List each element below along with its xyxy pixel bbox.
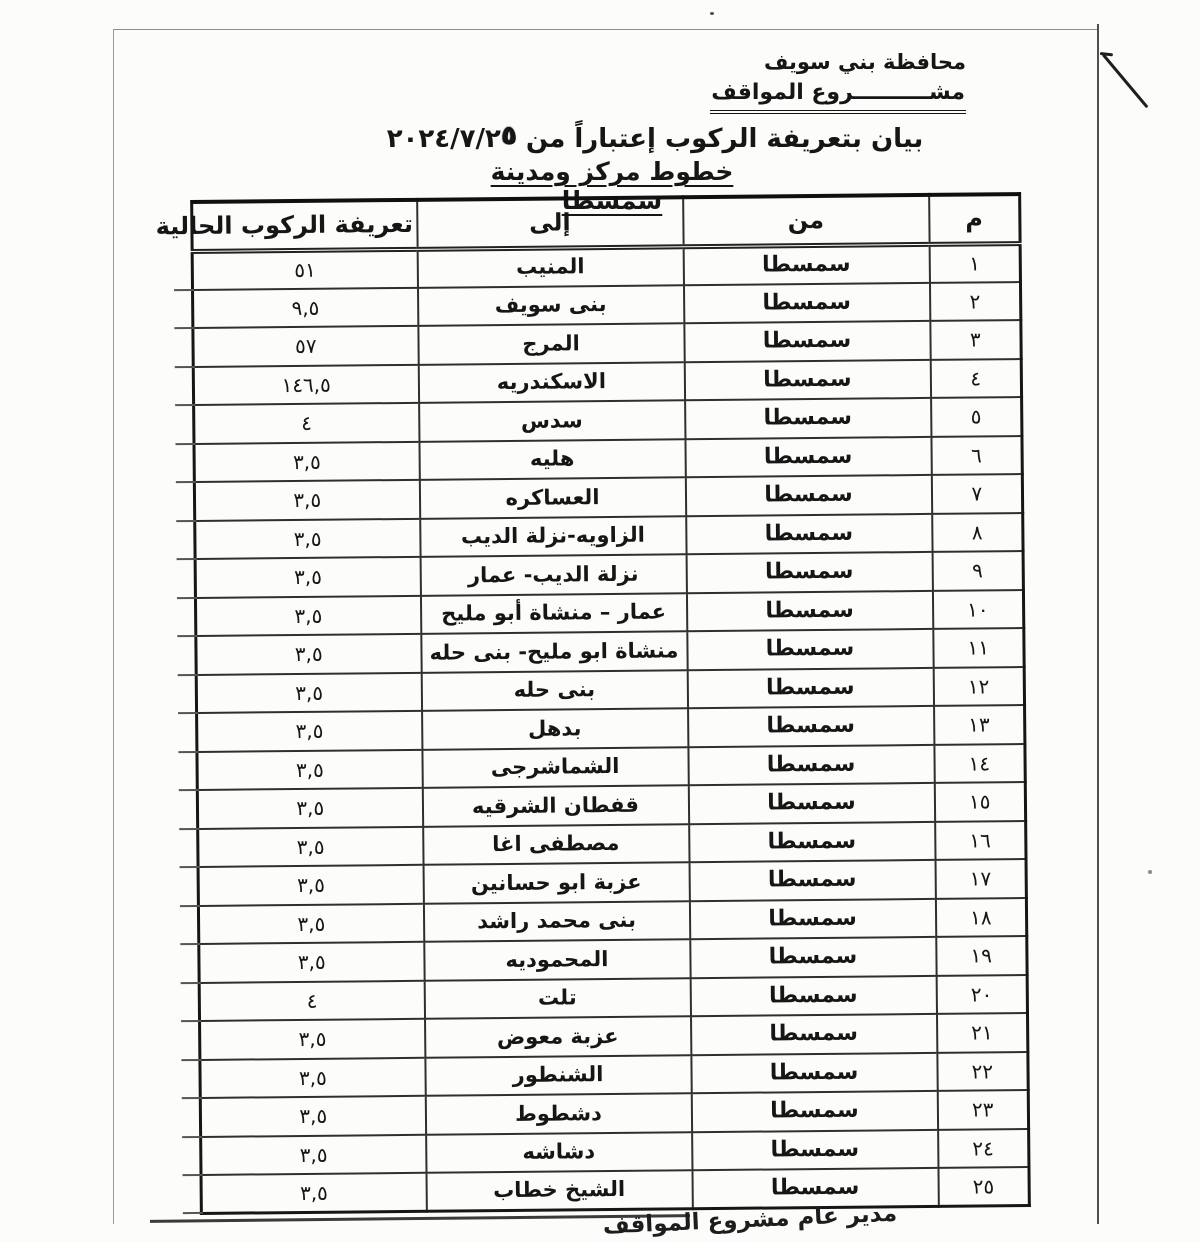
cell-to: نزلة الديب- عمار: [420, 554, 686, 595]
cell-to: الشنطور: [425, 1055, 691, 1096]
cell-to: عزبة ابو حسانين: [423, 862, 689, 903]
cell-fare: ٣,٥: [194, 480, 419, 521]
cell-to: المحموديه: [424, 939, 690, 980]
effective-date: ٢٠٢٤/٧/٢٥: [386, 121, 517, 154]
cell-index: ١٧: [935, 859, 1026, 898]
cell-from: سمسطا: [688, 744, 934, 785]
pen-mark-icon: [1102, 54, 1149, 109]
cell-index: ١٣: [934, 705, 1025, 744]
cell-to: دشطوط: [425, 1093, 691, 1134]
cell-index: ١٨: [935, 898, 1026, 937]
cell-to: دشاشه: [426, 1132, 692, 1173]
cell-to: بنى محمد راشد: [423, 901, 689, 942]
cell-to: بنى حله: [421, 670, 687, 711]
cell-index: ١٩: [936, 936, 1027, 975]
cell-from: سمسطا: [691, 1052, 937, 1093]
cell-index: ٢٢: [937, 1052, 1028, 1091]
cell-from: سمسطا: [683, 282, 929, 323]
cell-to: عزبة معوض: [425, 1016, 691, 1057]
cell-from: سمسطا: [685, 436, 931, 477]
cell-index: ٧: [931, 474, 1022, 513]
cell-index: ٢٣: [937, 1090, 1028, 1129]
cell-index: ٨: [932, 513, 1023, 552]
cell-to: سدس: [419, 400, 685, 441]
cell-to: منشاة ابو مليح- بنى حله: [421, 631, 687, 672]
cell-index: ٥: [931, 397, 1022, 436]
cell-fare: ٣,٥: [200, 1096, 425, 1137]
cell-index: ١٢: [933, 667, 1024, 706]
cell-index: ١٤: [934, 744, 1025, 783]
header-fare: تعريفة الركوب الحالية: [192, 200, 417, 251]
cell-fare: ٣,٥: [198, 826, 423, 867]
department-name: مشــــــــــروع المواقف: [710, 78, 966, 114]
cell-from: سمسطا: [687, 667, 933, 708]
cell-to: بنى سويف: [417, 285, 683, 326]
cell-fare: ٥١: [192, 249, 417, 290]
cell-fare: ٣,٥: [199, 942, 424, 983]
cell-from: سمسطا: [685, 475, 931, 516]
cell-to: العساكره: [419, 477, 685, 518]
cell-index: ١٦: [935, 821, 1026, 860]
cell-fare: ٣,٥: [197, 749, 422, 790]
cell-fare: ٣,٥: [201, 1134, 426, 1175]
cell-from: سمسطا: [690, 975, 936, 1016]
cell-from: سمسطا: [687, 629, 933, 670]
table-header-row: [192, 194, 1020, 251]
cell-fare: ٤: [194, 403, 419, 444]
cell-fare: ٣,٥: [198, 865, 423, 906]
cell-fare: ٥٧: [193, 326, 418, 367]
cell-fare: ٣,٥: [194, 441, 419, 482]
signature-line-partial: مدير عام مشروع المواقف: [602, 1200, 898, 1240]
cell-to: الزاويه-نزلة الديب: [420, 516, 686, 557]
cell-from: سمسطا: [689, 898, 935, 939]
cell-from: سمسطا: [688, 783, 934, 824]
cell-to: بدهل: [422, 708, 688, 749]
cell-to: قفطان الشرقيه: [422, 785, 688, 826]
cell-from: سمسطا: [692, 1168, 938, 1209]
cell-index: ٣: [930, 320, 1021, 359]
date-pen-overwrite: ٥: [500, 121, 517, 151]
header-from: من: [683, 195, 929, 246]
cell-index: ١٥: [934, 782, 1025, 821]
ink-speck: [710, 12, 714, 15]
cell-to: المرج: [418, 323, 684, 364]
cell-from: سمسطا: [683, 244, 929, 285]
doc-title-text: بيان بتعريفة الركوب إعتباراً من: [525, 124, 924, 154]
cell-index: ١١: [933, 628, 1024, 667]
cell-from: سمسطا: [686, 552, 932, 593]
cell-index: ٢: [929, 282, 1020, 321]
cell-from: سمسطا: [689, 821, 935, 862]
doc-subtitle: خطوط مركز ومدينة سمسطا: [490, 157, 734, 215]
cell-index: ٢٠: [936, 975, 1027, 1014]
fare-table: [155, 192, 1031, 1215]
cell-fare: ٣,٥: [198, 903, 423, 944]
page-edge-top: [113, 29, 1098, 30]
cell-to: الشيخ خطاب: [426, 1170, 692, 1211]
cell-from: سمسطا: [688, 706, 934, 747]
header-to: إلى: [417, 197, 683, 249]
governorate-name: محافظة بني سويف: [763, 50, 966, 74]
cell-fare: ٣,٥: [197, 788, 422, 829]
cell-index: ٦: [931, 436, 1022, 475]
cell-from: سمسطا: [691, 1091, 937, 1132]
table-body: [192, 243, 1029, 1213]
cell-index: ٢١: [936, 1013, 1027, 1052]
cell-from: سمسطا: [686, 513, 932, 554]
page-edge-right: [1097, 24, 1099, 1224]
cell-to: الاسكندريه: [418, 362, 684, 403]
cell-index: ٢٥: [938, 1167, 1029, 1206]
cell-to: تلت: [424, 978, 690, 1019]
cell-fare: ٣,٥: [195, 557, 420, 598]
cell-index: ٤: [930, 359, 1021, 398]
cell-to: مصطفى اغا: [423, 824, 689, 865]
cell-to: المنيب: [417, 246, 683, 287]
cell-index: ١: [929, 243, 1020, 282]
cell-index: ٢٤: [938, 1129, 1029, 1168]
cell-fare: ٣,٥: [196, 634, 421, 675]
cell-from: سمسطا: [691, 1014, 937, 1055]
cell-from: سمسطا: [684, 359, 930, 400]
cell-index: ١٠: [932, 590, 1023, 629]
cell-to: الشماشرجى: [422, 747, 688, 788]
org-header: [710, 48, 966, 114]
cell-from: سمسطا: [684, 321, 930, 362]
ink-speck: [1148, 870, 1152, 874]
cell-fare: ٣,٥: [200, 1019, 425, 1060]
cell-fare: ٩,٥: [193, 287, 418, 328]
cell-from: سمسطا: [692, 1129, 938, 1170]
cell-fare: ٣,٥: [201, 1173, 426, 1214]
doc-title: [385, 121, 925, 154]
cell-fare: ٣,٥: [200, 1057, 425, 1098]
cell-fare: ٣,٥: [197, 711, 422, 752]
header-index: م: [929, 194, 1020, 244]
cell-to: هليه: [419, 439, 685, 480]
cell-to: عمار – منشاة أبو مليح: [420, 593, 686, 634]
cell-fare: ٣,٥: [196, 672, 421, 713]
cell-from: سمسطا: [689, 860, 935, 901]
page-edge-left: [113, 29, 114, 1224]
cell-from: سمسطا: [685, 398, 931, 439]
cell-from: سمسطا: [690, 937, 936, 978]
cell-fare: ٣,٥: [195, 518, 420, 559]
cell-index: ٩: [932, 551, 1023, 590]
cell-fare: ٤: [199, 980, 424, 1021]
cell-from: سمسطا: [686, 590, 932, 631]
cell-fare: ١٤٦,٥: [193, 364, 418, 405]
cell-fare: ٣,٥: [195, 595, 420, 636]
